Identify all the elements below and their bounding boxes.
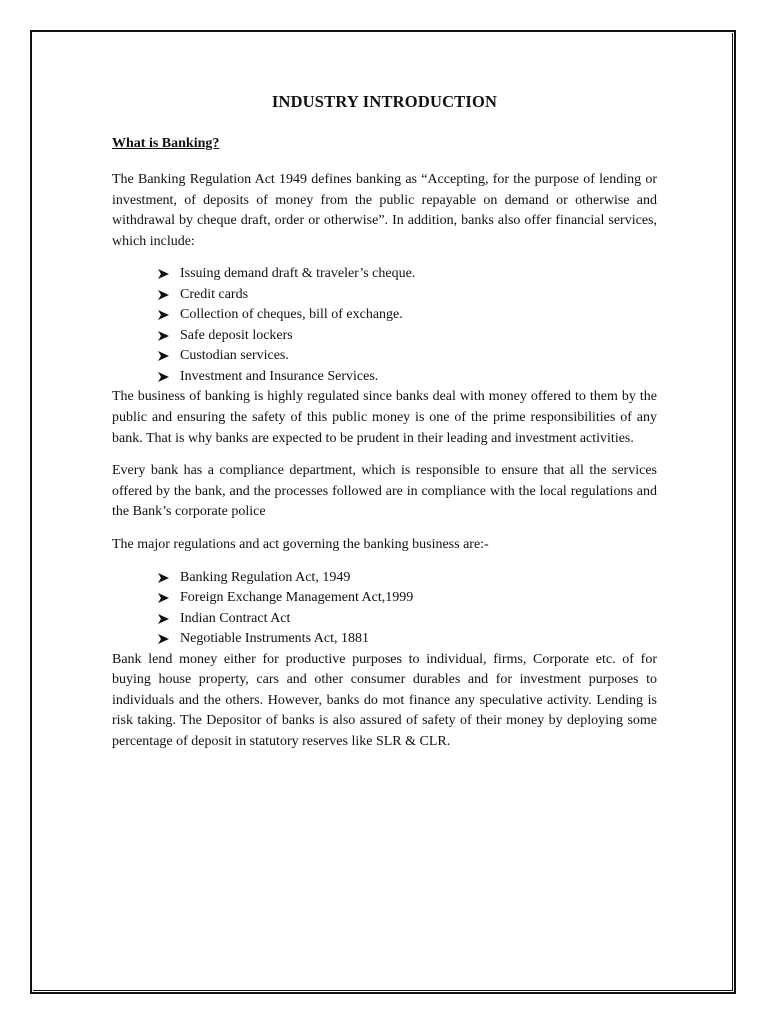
list-item bbox=[158, 285, 657, 306]
list-item bbox=[158, 326, 657, 347]
arrowhead-bullet-icon bbox=[158, 614, 169, 624]
arrowhead-bullet-icon bbox=[158, 351, 169, 361]
list-item bbox=[158, 264, 657, 285]
document-body bbox=[112, 92, 657, 753]
list-item-text: Indian Contract Act bbox=[180, 610, 291, 626]
section-heading: What is Banking? bbox=[112, 136, 220, 151]
list-item-text: Safe deposit lockers bbox=[180, 327, 293, 343]
list-item-text: Negotiable Instruments Act, 1881 bbox=[180, 631, 369, 647]
regulations-list bbox=[112, 568, 657, 650]
compliance-paragraph: Every bank has a compliance department, which is responsible to ensure that all the services offered by the bank, and the processes followed are in compliance with the local regulations and the Bank’s corporate police bbox=[112, 463, 657, 520]
arrowhead-bullet-icon bbox=[158, 269, 169, 279]
arrowhead-bullet-icon bbox=[158, 593, 169, 603]
list-item bbox=[158, 305, 657, 326]
arrowhead-bullet-icon bbox=[158, 310, 169, 320]
arrowhead-bullet-icon bbox=[158, 573, 169, 583]
regulations-intro-paragraph: The major regulations and act governing the banking business are:- bbox=[112, 536, 489, 552]
list-item-text: Investment and Insurance Services. bbox=[180, 368, 379, 384]
list-item bbox=[158, 568, 657, 589]
list-item-text: Collection of cheques, bill of exchange. bbox=[180, 307, 403, 323]
list-item bbox=[158, 346, 657, 367]
list-item bbox=[158, 367, 657, 388]
list-item bbox=[158, 588, 657, 609]
list-item-text: Issuing demand draft & traveler’s cheque. bbox=[180, 266, 416, 282]
list-item-text: Foreign Exchange Management Act,1999 bbox=[180, 590, 414, 606]
arrowhead-bullet-icon bbox=[158, 372, 169, 382]
arrowhead-bullet-icon bbox=[158, 634, 169, 644]
arrowhead-bullet-icon bbox=[158, 290, 169, 300]
page-title: INDUSTRY INTRODUCTION bbox=[271, 92, 498, 111]
list-item-text: Banking Regulation Act, 1949 bbox=[180, 569, 351, 585]
list-item bbox=[158, 629, 657, 650]
list-item-text: Custodian services. bbox=[180, 348, 289, 364]
lending-paragraph: Bank lend money either for productive purposes to individual, firms, Corporate etc. of for buying house property, cars and other consumer durables and for investment purposes to individuals and the others. However, banks do mot finance any speculative activity. Lending is risk taking. The Depositor of banks is also assured of safety of their money by deploying some percentage of deposit in statutory reserves like SLR & CLR. bbox=[112, 651, 657, 749]
regulation-paragraph: The business of banking is highly regulated since banks deal with money offered to them by the public and ensuring the safety of this public money is one of the prime responsibilities of any bank. That is why banks are expected to be prudent in their leading and investment activities. bbox=[112, 389, 657, 446]
list-item bbox=[158, 609, 657, 630]
list-item-text: Credit cards bbox=[180, 286, 249, 302]
services-list bbox=[112, 264, 657, 387]
arrowhead-bullet-icon bbox=[158, 331, 169, 341]
definition-paragraph: The Banking Regulation Act 1949 defines banking as “Accepting, for the purpose of lending or investment, of deposits of money from the public repayable on demand or otherwise and withdrawal by cheque draft, order or otherwise”. In addition, banks also offer financial services, which include: bbox=[112, 172, 657, 249]
